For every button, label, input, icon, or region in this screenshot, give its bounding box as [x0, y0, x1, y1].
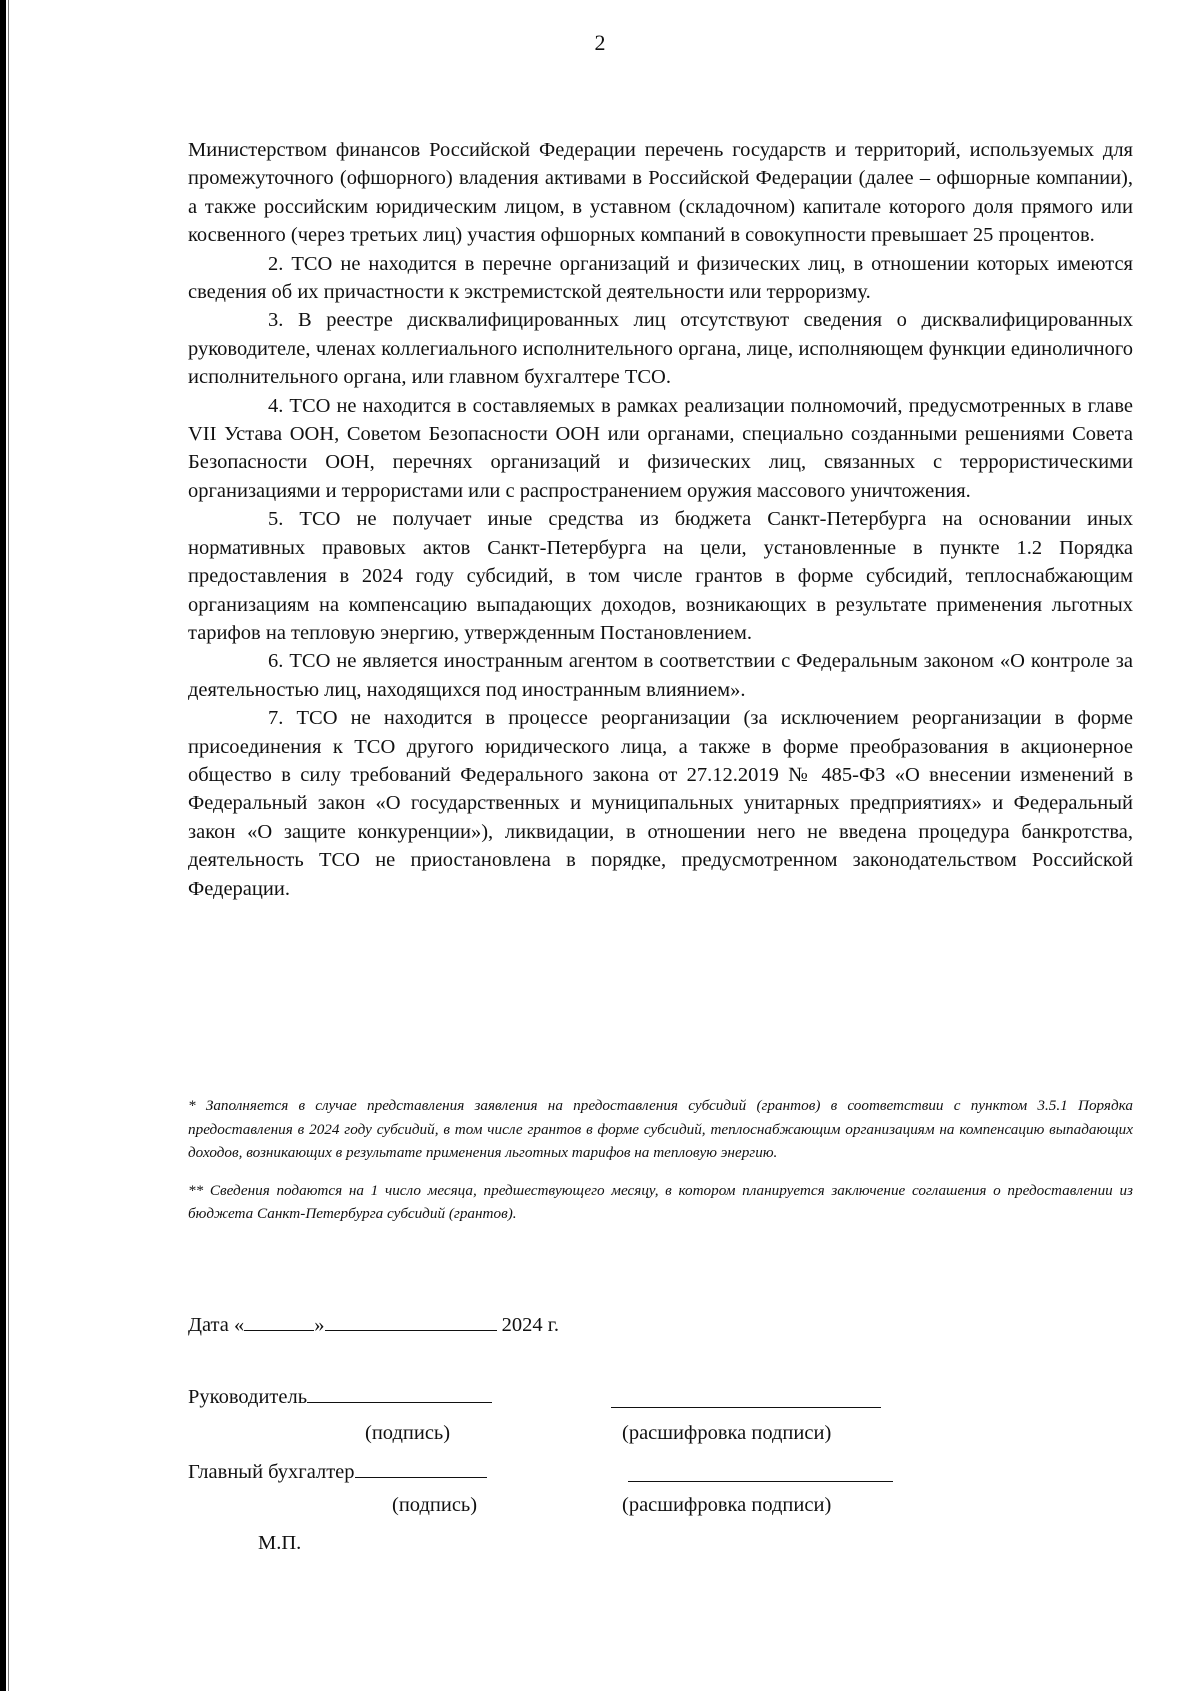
stamp-place-label: М.П.: [258, 1532, 302, 1554]
accountant-label: Главный бухгалтер: [188, 1461, 355, 1483]
footnote-single-asterisk: * Заполняется в случае представления заявления на предоставления субсидий (грантов) в соответствии с пунктом 3.5.1 Порядка предоставления в 2024 году субсидий, в том числе грантов в форме субсидий, теплоснабжающим организациям на компенсацию выпадающих доходов, возникающих в результате применения льготных тарифов на тепловую энергию.: [188, 1097, 1133, 1161]
paragraph-item-5: 5. ТСО не получает иные средства из бюджета Санкт-Петербурга на основании иных нормативных правовых актов Санкт-Петербурга на цели, установленные в пункте 1.2 Порядка предоставления в 2024 году субсидий, в том числе грантов в форме субсидий, теплоснабжающим организациям на компенсацию выпадающих доходов, возникающих в результате применения льготных тарифов на тепловую энергию, утвержденным Постановлением.: [188, 508, 1133, 644]
paragraph-continuation: Министерством финансов Российской Федерации перечень государств и территорий, используемых для промежуточного (офшорного) владения активами в Российской Федерации (далее – офшорные компании), а также российским юридическим лицом, в уставном (складочном) капитале которого доля прямого или косвенного (через третьих лиц) участия офшорных компаний в совокупности превышает 25 процентов.: [188, 139, 1133, 247]
head-label: Руководитель: [188, 1386, 308, 1408]
head-decoding-blank[interactable]: [611, 1407, 881, 1408]
head-signature-blank[interactable]: [307, 1382, 492, 1403]
paragraph-item-7: 7. ТСО не находится в процессе реорганизации (за исключением реорганизации в форме присоединения к ТСО другого юридического лица, а также в форме преобразования в акционерное общество в силу требований Федерального закона от 27.12.2019 № 485-ФЗ «О внесении изменений в Федеральный закон «О государственных и муниципальных унитарных предприятиях» и Федеральный закон «О защите конкуренции»), ликвидации, в отношении него не введена процедура банкротства, деятельность ТСО не приостановлена в порядке, предусмотренном законодательством Российской Федерации.: [188, 707, 1133, 900]
paragraph-item-6: 6. ТСО не является иностранным агентом в соответствии с Федеральным законом «О контроле за деятельностью лиц, находящихся под иностранным влиянием».: [188, 650, 1133, 701]
page-number: 2: [594, 30, 606, 55]
date-month-blank[interactable]: [325, 1310, 497, 1331]
accountant-decoding-blank[interactable]: [628, 1481, 893, 1482]
paragraph-item-3: 3. В реестре дисквалифицированных лиц отсутствуют сведения о дисквалифицированных руководителе, членах коллегиального исполнительного органа, лице, исполняющем функции единоличного исполнительного органа, или главном бухгалтере ТСО.: [188, 309, 1133, 389]
accountant-signature-blank[interactable]: [355, 1457, 487, 1478]
accountant-signature-caption: (подпись): [392, 1494, 478, 1516]
date-year: 2024 г.: [501, 1314, 559, 1336]
date-mid: »: [314, 1314, 325, 1336]
accountant-decoding-caption: (расшифровка подписи): [622, 1494, 832, 1516]
footnote-double-asterisk: ** Сведения подаются на 1 число месяца, предшествующего месяцу, в котором планируется заключение соглашения о предоставлении из бюджета Санкт-Петербурга субсидий (грантов).: [188, 1181, 1133, 1222]
paragraph-item-2: 2. ТСО не находится в перечне организаций и физических лиц, в отношении которых имеются сведения об их причастности к экстремистской деятельности или терроризму.: [188, 252, 1133, 304]
date-line: [188, 1310, 559, 1337]
paragraph-item-4: 4. ТСО не находится в составляемых в рамках реализации полномочий, предусмотренных в главе VII Устава ООН, Советом Безопасности ООН или органами, специально созданными решениями Совета Безопасности ООН, перечнях организаций и физических лиц, связанных с террористическими организациями и террористами или с распространением оружия массового уничтожения.: [188, 394, 1133, 502]
scan-border-line: [8, 0, 9, 1691]
head-signature-caption: (подпись): [365, 1422, 451, 1444]
date-day-blank[interactable]: [244, 1310, 314, 1331]
head-decoding-caption: (расшифровка подписи): [622, 1422, 832, 1444]
document-body: [188, 136, 1133, 903]
scan-border-left: [0, 0, 6, 1691]
accountant-signature-row: [188, 1457, 487, 1484]
head-signature-row: [188, 1382, 492, 1409]
date-prefix: Дата «: [188, 1314, 245, 1336]
footnotes: [188, 1094, 1133, 1226]
